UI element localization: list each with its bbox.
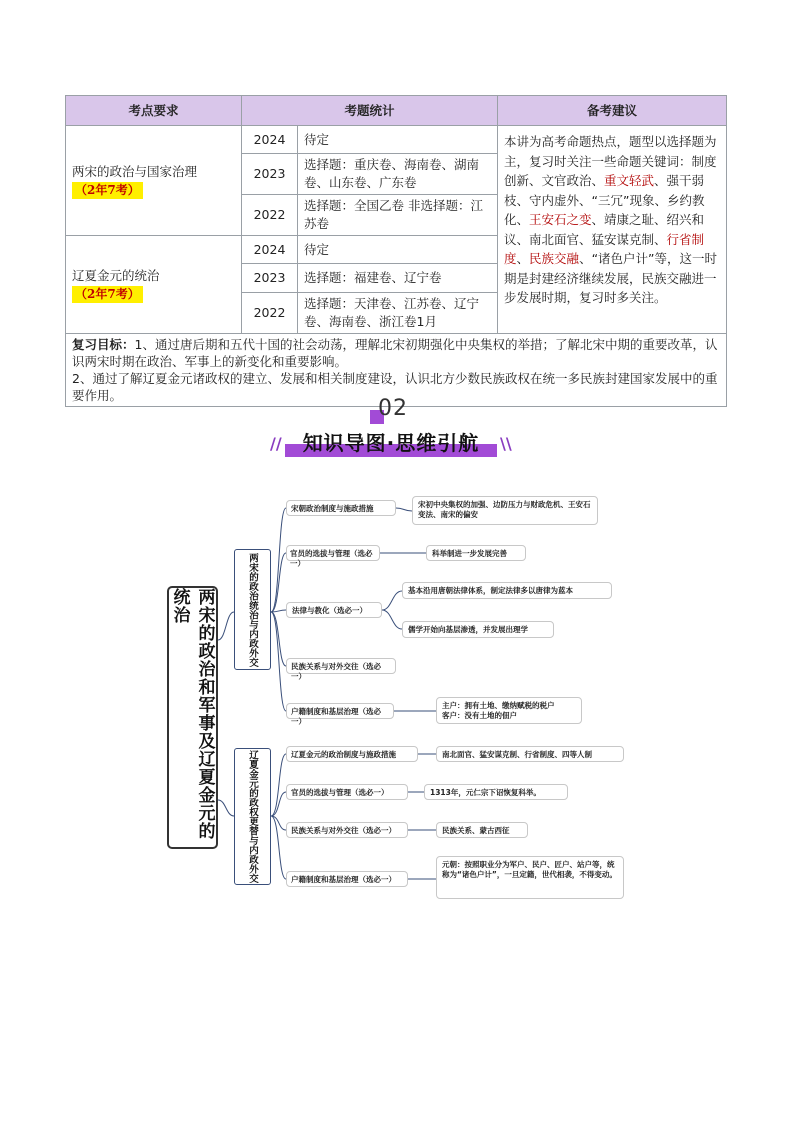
mindmap-detail: 南北面官、猛安谋克制、行省制度、四等人制	[436, 746, 624, 762]
year-cell: 2024	[242, 126, 298, 154]
topic-tag: （2年7考）	[72, 286, 143, 303]
mindmap-item: 法律与教化（选必一）	[286, 602, 382, 618]
mindmap-item: 官员的选拔与管理（选必一）	[286, 784, 408, 800]
mindmap-item: 辽夏金元的政治制度与施政措施	[286, 746, 418, 762]
connector-detail	[396, 508, 412, 511]
mindmap-item: 民族关系与对外交往（选必一）	[286, 822, 408, 838]
suggestion-text: 、强干弱枝、守内虚外、“三冗”现象、乡约教化、	[504, 173, 705, 227]
mindmap-item: 户籍制度和基层治理（选必一）	[286, 871, 408, 887]
year-cell: 2024	[242, 236, 298, 264]
suggestion-text: 、靖康之耻、绍兴和议、南北面官、猛安谋克制、	[504, 212, 705, 247]
mindmap-item: 官员的选拔与管理（选必一）	[286, 545, 380, 561]
mindmap-root	[167, 586, 218, 849]
goal-line-2: 2、通过了解辽夏金元诸政权的建立、发展和相关制度建设，认识北方少数民族政权在统一多民族封建国家发展中的重要作用。	[72, 371, 718, 403]
exam-cell: 待定	[298, 126, 498, 154]
keyword-highlight: 行省制度	[504, 231, 705, 266]
mindmap-detail: 儒学开始向基层渗透，并发展出理学	[402, 621, 554, 638]
topic-name: 辽夏金元的统治	[72, 267, 160, 283]
slash-decoration-left: //	[270, 434, 282, 453]
branch-label: 两宋的政治统治与内政外交	[247, 552, 258, 667]
mindmap-detail: 民族关系、蒙古西征	[436, 822, 528, 838]
header-suggestion: 备考建议	[498, 96, 727, 126]
suggestion-text: 本讲为高考命题热点，题型以选择题为主，复习时关注一些命题关键词：制度创新、文官政治、	[504, 134, 717, 188]
mindmap-item: 宋朝政治制度与施政措施	[286, 500, 396, 516]
connector-b1-item	[271, 508, 286, 612]
keyword-highlight: 重文轻武	[604, 173, 655, 188]
year-cell: 2022	[242, 195, 298, 236]
exam-cell: 待定	[298, 236, 498, 264]
mindmap-branch-song	[234, 549, 271, 670]
mindmap-item: 民族关系与对外交往（选必一）	[286, 658, 396, 674]
section-number: 02	[378, 396, 408, 421]
mindmap-detail: 元朝：按照职业分为军户、民户、匠户、站户等，统称为“诸色户计”，一旦定籍，世代相袭，不得变动。	[436, 856, 624, 899]
topic-tag: （2年7考）	[72, 182, 143, 199]
suggestion-text: 、“诸色户计”等，这一时期是封建经济继续发展，民族交融进一步发展时期，复习时多关注。	[504, 251, 718, 305]
connector-detail	[382, 591, 402, 610]
slash-decoration-right: \\	[500, 434, 512, 453]
mindmap-detail: 1313年，元仁宗下诏恢复科举。	[424, 784, 568, 800]
mindmap-detail: 科举制进一步发展完善	[426, 545, 526, 561]
header-requirement: 考点要求	[66, 96, 242, 126]
year-cell: 2023	[242, 264, 298, 293]
topic-name: 两宋的政治与国家治理	[72, 163, 198, 179]
mindmap-branch-liao-xia-jin-yuan	[234, 748, 271, 885]
goal-text: 1、通过唐后期和五代十国的社会动荡，理解北宋初期强化中央集权的举措；了解北宋中期的重要改革，认识两宋时期在政治、军事上的新变化和重要影响。	[72, 337, 718, 369]
keyword-highlight: 王安石之变	[529, 212, 592, 227]
mindmap-detail	[436, 697, 582, 724]
detail-line: 主户：拥有土地、缴纳赋税的税户	[442, 701, 555, 710]
branch-label: 辽夏金元的政权更替与内政外交	[247, 750, 258, 883]
mindmap-root-label: 两宋的政治和军事及辽夏金元的统治	[169, 588, 215, 840]
mindmap-detail: 基本沿用唐朝法律体系，制定法律多以唐律为蓝本	[402, 582, 612, 599]
exam-cell: 选择题：重庆卷、海南卷、湖南卷、山东卷、广东卷	[298, 154, 498, 195]
exam-cell: 选择题：福建卷、辽宁卷	[298, 264, 498, 293]
goals-label: 复习目标：	[72, 337, 135, 352]
header-statistics: 考题统计	[242, 96, 498, 126]
year-cell: 2023	[242, 154, 298, 195]
section-title: 知识导图·思维引航	[302, 431, 480, 455]
connector-detail	[382, 610, 402, 629]
exam-cell: 选择题：天津卷、江苏卷、辽宁卷、海南卷、浙江卷1月	[298, 293, 498, 334]
detail-line: 客户：没有土地的佃户	[442, 711, 517, 720]
keyword-highlight: 民族交融	[529, 251, 580, 266]
connector-b1-item	[271, 612, 286, 711]
connector-root-branch1	[218, 612, 234, 640]
connector-root-branch2	[218, 800, 234, 816]
mindmap-item: 户籍制度和基层治理（选必一）	[286, 703, 394, 719]
year-cell: 2022	[242, 293, 298, 334]
connector-b2-item	[271, 792, 286, 816]
suggestion-text: 、	[516, 251, 530, 266]
connector-b2-item	[271, 816, 286, 879]
mindmap-detail: 宋初中央集权的加强、边防压力与财政危机、王安石变法、南宋的偏安	[412, 496, 598, 525]
exam-cell: 选择题：全国乙卷 非选择题：江苏卷	[298, 195, 498, 236]
